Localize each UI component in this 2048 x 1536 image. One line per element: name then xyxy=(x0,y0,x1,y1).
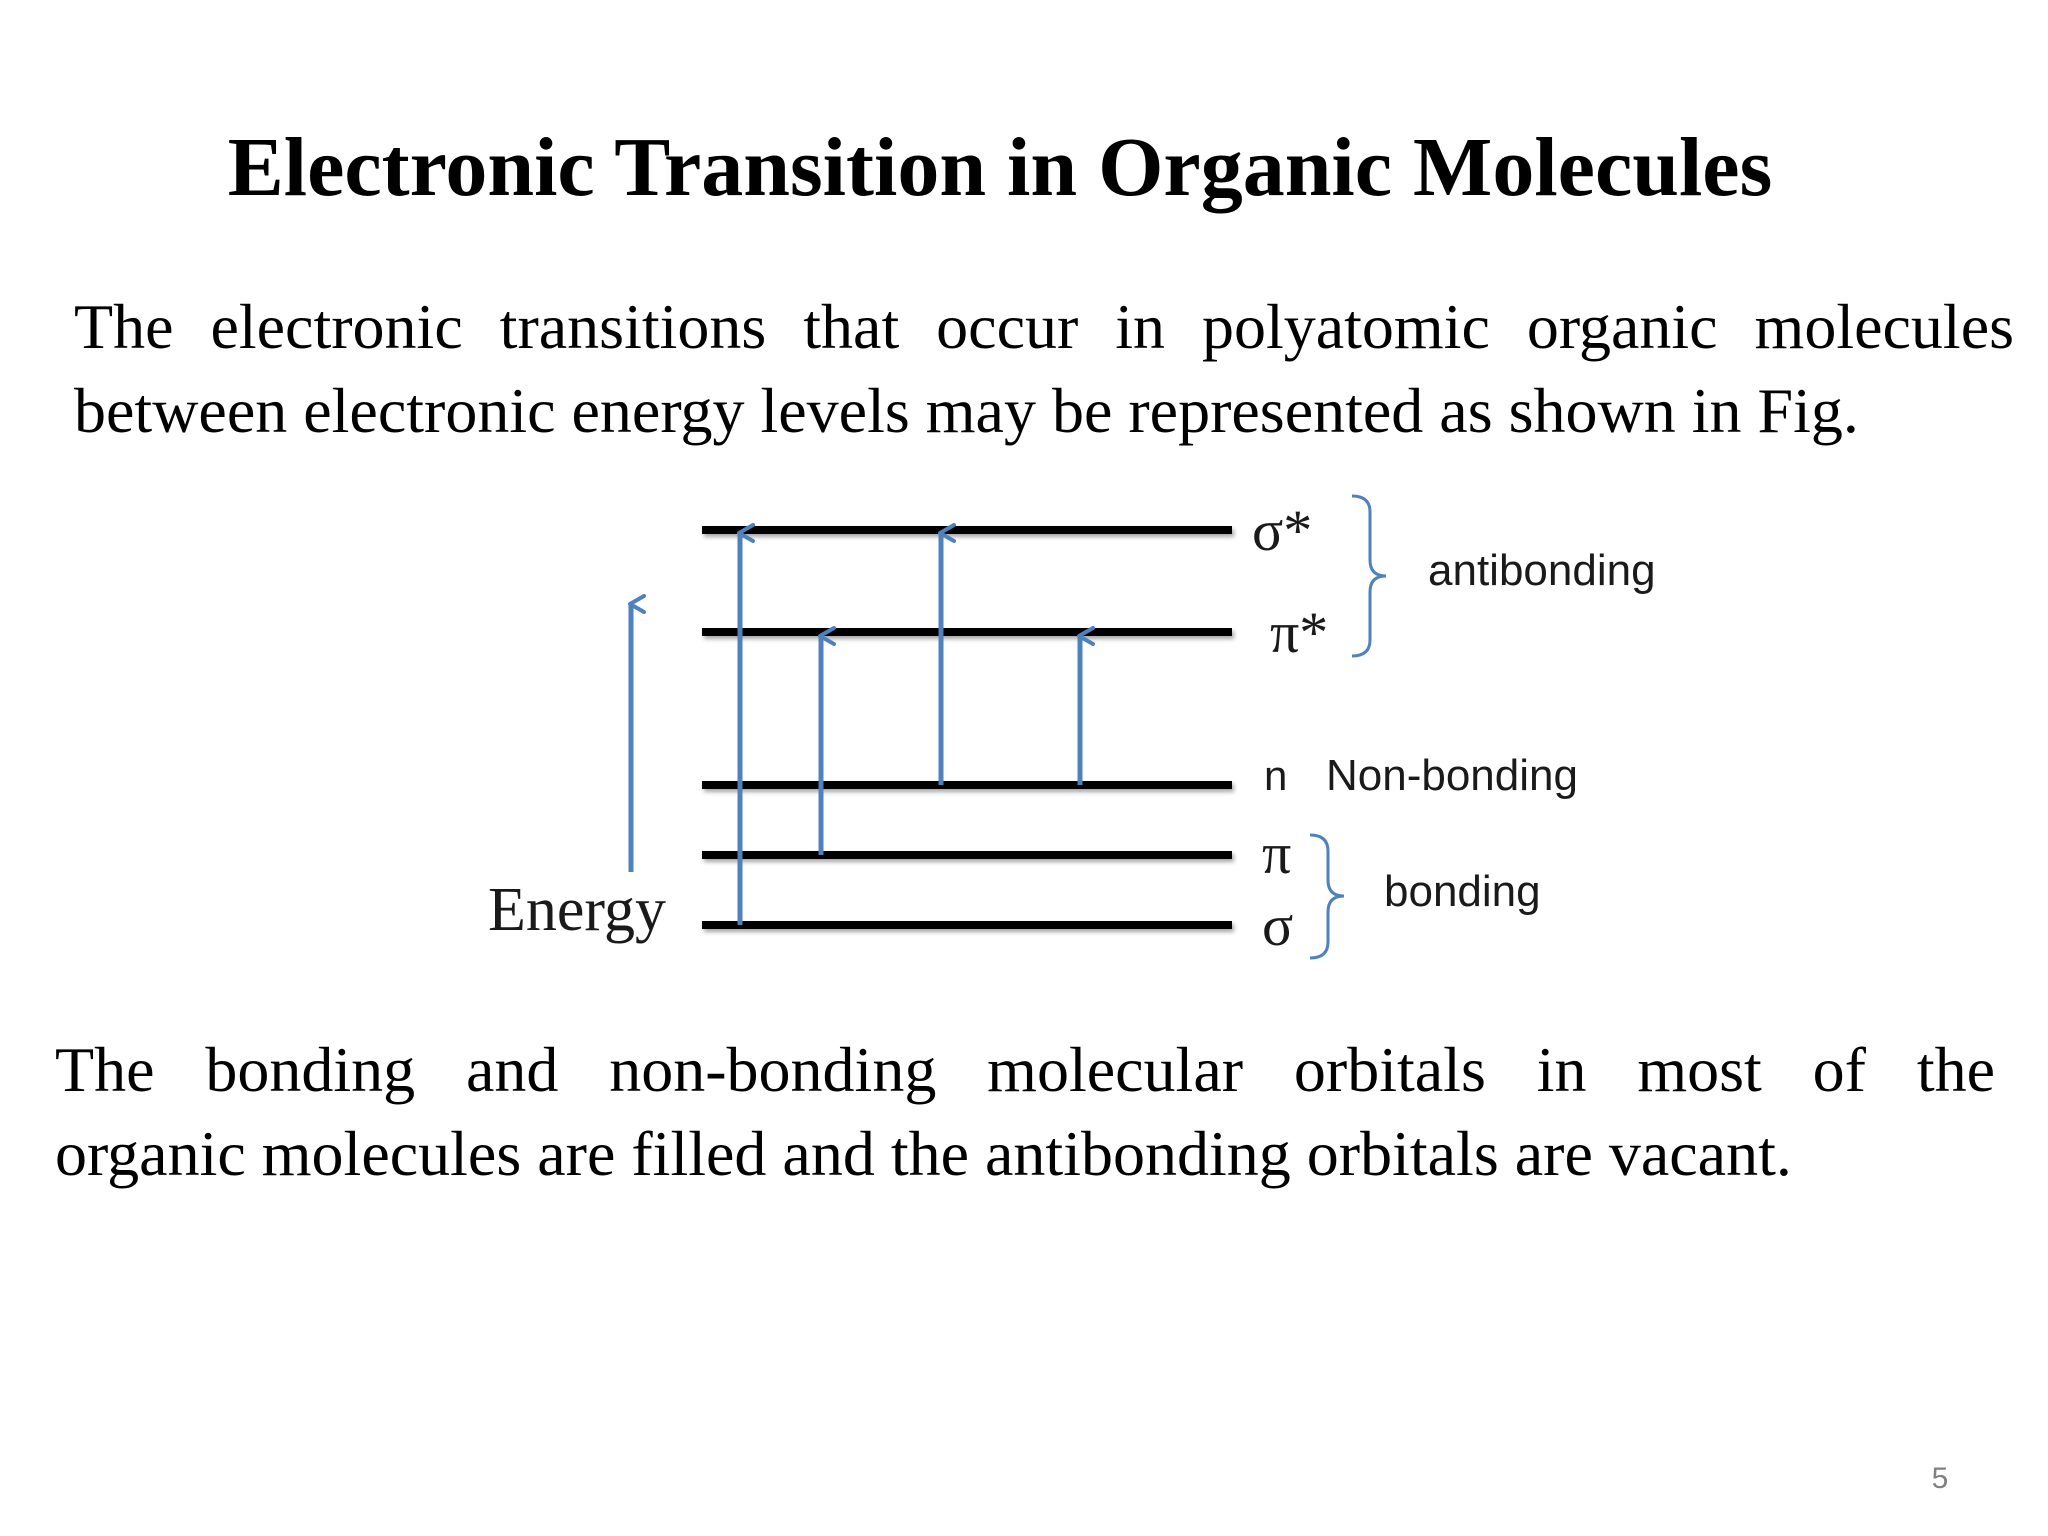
label-sigma: σ xyxy=(1262,893,1294,958)
energy-label: Energy xyxy=(488,876,666,944)
antibonding-bracket xyxy=(1352,496,1386,656)
label-bonding: bonding xyxy=(1384,867,1541,916)
page-number: 5 xyxy=(1931,1462,1949,1495)
outro-line-1: The bonding and non-bonding molecular orbitals in most of the xyxy=(55,1034,1995,1105)
label-pi-star: π* xyxy=(1270,600,1329,665)
outro-paragraph xyxy=(55,1028,1995,1196)
transition-arrows xyxy=(740,533,1080,925)
label-nonbonding: Non-bonding xyxy=(1326,751,1578,800)
bonding-bracket xyxy=(1310,835,1344,958)
energy-levels xyxy=(702,530,1232,925)
label-n: n xyxy=(1264,752,1288,799)
intro-line-2: between electronic energy levels may be represented as shown in Fig. xyxy=(74,375,1859,446)
slide-title: Electronic Transition in Organic Molecules xyxy=(227,121,1773,214)
outro-line-2: organic molecules are filled and the antibonding orbitals are vacant. xyxy=(55,1118,1792,1189)
label-sigma-star: σ* xyxy=(1252,498,1313,563)
intro-line-1: The electronic transitions that occur in polyatomic organic molecules xyxy=(74,291,2014,362)
label-pi: π xyxy=(1262,821,1292,886)
label-antibonding: antibonding xyxy=(1428,546,1656,595)
